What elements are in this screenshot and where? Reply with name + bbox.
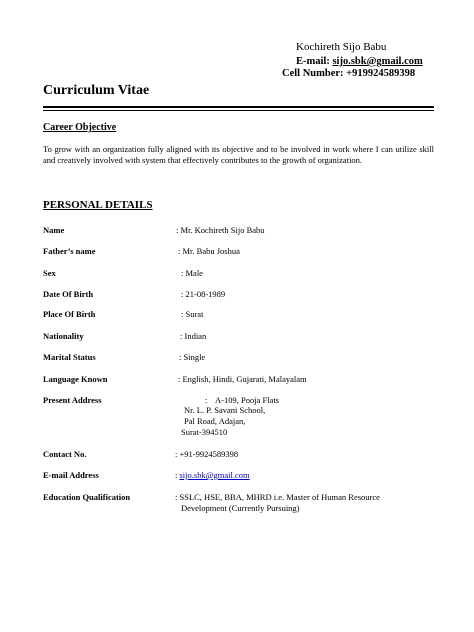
detail-value: : Mr. Babu Joshua — [178, 246, 240, 256]
detail-label: Language Known — [43, 374, 108, 384]
title-divider-thin — [43, 110, 434, 111]
education-line: Development (Currently Pursuing) — [181, 503, 300, 513]
detail-label: Name — [43, 225, 65, 235]
detail-value: : Indian — [180, 331, 207, 341]
email-link[interactable]: sijo.sbk@gmail.com — [179, 470, 250, 480]
detail-value: : English, Hindi, Gujarati, Malayalam — [178, 374, 307, 384]
header-name: Kochireth Sijo Babu — [296, 41, 387, 53]
email-label: E-mail Address — [43, 470, 99, 480]
address-line: Surat-394510 — [181, 427, 228, 437]
email-row-value — [175, 470, 250, 480]
career-objective-text: To grow with an organization fully aligned with its objective and to be involved in work where I can utilize skill and creatively involved with system that effectively contributes to the growth of organization. — [43, 144, 434, 165]
address-colon: : — [205, 395, 208, 405]
contact-value: : +91-9924589398 — [175, 449, 239, 459]
detail-value: : Mr. Kochireth Sijo Babu — [176, 225, 265, 235]
contact-label: Contact No. — [43, 449, 87, 459]
detail-label: Date Of Birth — [43, 289, 94, 299]
header-email-line — [296, 56, 423, 67]
detail-label: Sex — [43, 268, 56, 278]
detail-value: : Surat — [181, 309, 204, 319]
title-divider-thick — [43, 106, 434, 108]
detail-value: : Single — [179, 352, 206, 362]
detail-label: Marital Status — [43, 352, 96, 362]
email-colon: : — [175, 470, 178, 480]
address-line: Pal Road, Adajan, — [184, 416, 246, 426]
address-label: Present Address — [43, 395, 102, 405]
career-objective-heading: Career Objective — [43, 122, 117, 133]
personal-details-heading: PERSONAL DETAILS — [43, 199, 153, 211]
header-cell-number: +919924589398 — [346, 68, 416, 79]
document-title: Curriculum Vitae — [43, 83, 150, 98]
header-email-label: E-mail: — [296, 56, 330, 67]
address-line: Nr. L. P. Savani School, — [184, 405, 266, 415]
detail-label: Nationality — [43, 331, 84, 341]
detail-label: Place Of Birth — [43, 309, 96, 319]
education-label: Education Qualification — [43, 492, 131, 502]
detail-value: : Male — [181, 268, 203, 278]
education-line: : SSLC, HSE, BBA, MHRD i.e. Master of Human Resource — [175, 492, 380, 502]
detail-label: Father’s name — [43, 246, 96, 256]
header-cell-label: Cell Number: — [282, 68, 344, 79]
header-email-link[interactable]: sijo.sbk@gmail.com — [332, 56, 423, 67]
header-cell-line — [282, 68, 415, 79]
address-line: A-109, Pooja Flats — [215, 395, 279, 405]
detail-value: : 21-08-1989 — [181, 289, 226, 299]
